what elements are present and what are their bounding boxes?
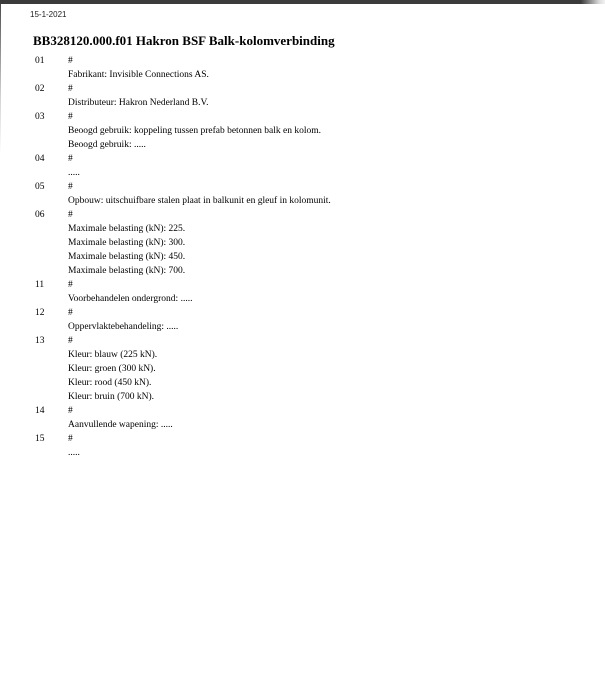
spec-list <box>35 54 331 460</box>
spec-line: Kleur: groen (300 kN). <box>68 364 156 374</box>
item-marker: # <box>68 434 73 444</box>
spec-line: Kleur: bruin (700 kN). <box>68 392 155 402</box>
item-number: 12 <box>35 308 45 318</box>
spec-line: Aanvullende wapening: ..... <box>68 420 173 430</box>
item-marker: # <box>68 336 73 346</box>
spec-item <box>35 278 331 306</box>
spec-line: Maximale belasting (kN): 450. <box>68 252 186 262</box>
window-left-edge <box>0 4 1 154</box>
spec-line: Beoogd gebruik: ..... <box>68 140 146 150</box>
item-marker: # <box>68 308 73 318</box>
spec-line: Distributeur: Hakron Nederland B.V. <box>68 98 209 108</box>
spec-item-head <box>35 152 331 166</box>
spec-item <box>35 208 331 278</box>
spec-item <box>35 334 331 404</box>
spec-item-head <box>35 82 331 96</box>
spec-item <box>35 152 331 180</box>
item-marker: # <box>68 56 73 66</box>
item-number: 14 <box>35 406 45 416</box>
window-top-edge <box>0 0 605 4</box>
item-number: 03 <box>35 112 45 122</box>
document-date: 15-1-2021 <box>30 10 67 19</box>
spec-item-head <box>35 180 331 194</box>
spec-item <box>35 54 331 82</box>
spec-item <box>35 404 331 432</box>
item-number: 01 <box>35 56 45 66</box>
spec-item-head <box>35 54 331 68</box>
spec-line: Maximale belasting (kN): 700. <box>68 266 186 276</box>
item-marker: # <box>68 154 73 164</box>
item-number: 02 <box>35 84 45 94</box>
spec-item <box>35 306 331 334</box>
spec-line: Maximale belasting (kN): 225. <box>68 224 186 234</box>
spec-line: Oppervlaktebehandeling: ..... <box>68 322 179 332</box>
spec-line: ..... <box>68 448 80 458</box>
item-marker: # <box>68 210 73 220</box>
item-marker: # <box>68 406 73 416</box>
spec-line: Voorbehandelen ondergrond: ..... <box>68 294 193 304</box>
item-marker: # <box>68 84 73 94</box>
item-number: 05 <box>35 182 45 192</box>
item-marker: # <box>68 112 73 122</box>
item-number: 04 <box>35 154 45 164</box>
spec-line: Maximale belasting (kN): 300. <box>68 238 186 248</box>
spec-item-head <box>35 432 331 446</box>
spec-line: Fabrikant: Invisible Connections AS. <box>68 70 209 80</box>
spec-item-head <box>35 278 331 292</box>
spec-item <box>35 432 331 460</box>
spec-line: Opbouw: uitschuifbare stalen plaat in balkunit en gleuf in kolomunit. <box>68 196 331 206</box>
item-number: 13 <box>35 336 45 346</box>
spec-item-head <box>35 110 331 124</box>
spec-item <box>35 180 331 208</box>
item-marker: # <box>68 182 73 192</box>
spec-line: Kleur: rood (450 kN). <box>68 378 152 388</box>
item-number: 11 <box>35 280 45 290</box>
spec-item-head <box>35 306 331 320</box>
spec-line: Kleur: blauw (225 kN). <box>68 350 158 360</box>
item-number: 06 <box>35 210 45 220</box>
item-number: 15 <box>35 434 45 444</box>
spec-item-head <box>35 404 331 418</box>
document-title: BB328120.000.f01 Hakron BSF Balk-kolomverbinding <box>33 33 335 48</box>
item-marker: # <box>68 280 73 290</box>
spec-item-head <box>35 208 331 222</box>
spec-item-head <box>35 334 331 348</box>
spec-line: Beoogd gebruik: koppeling tussen prefab betonnen balk en kolom. <box>68 126 322 136</box>
spec-item <box>35 110 331 152</box>
spec-item <box>35 82 331 110</box>
spec-line: ..... <box>68 168 80 178</box>
